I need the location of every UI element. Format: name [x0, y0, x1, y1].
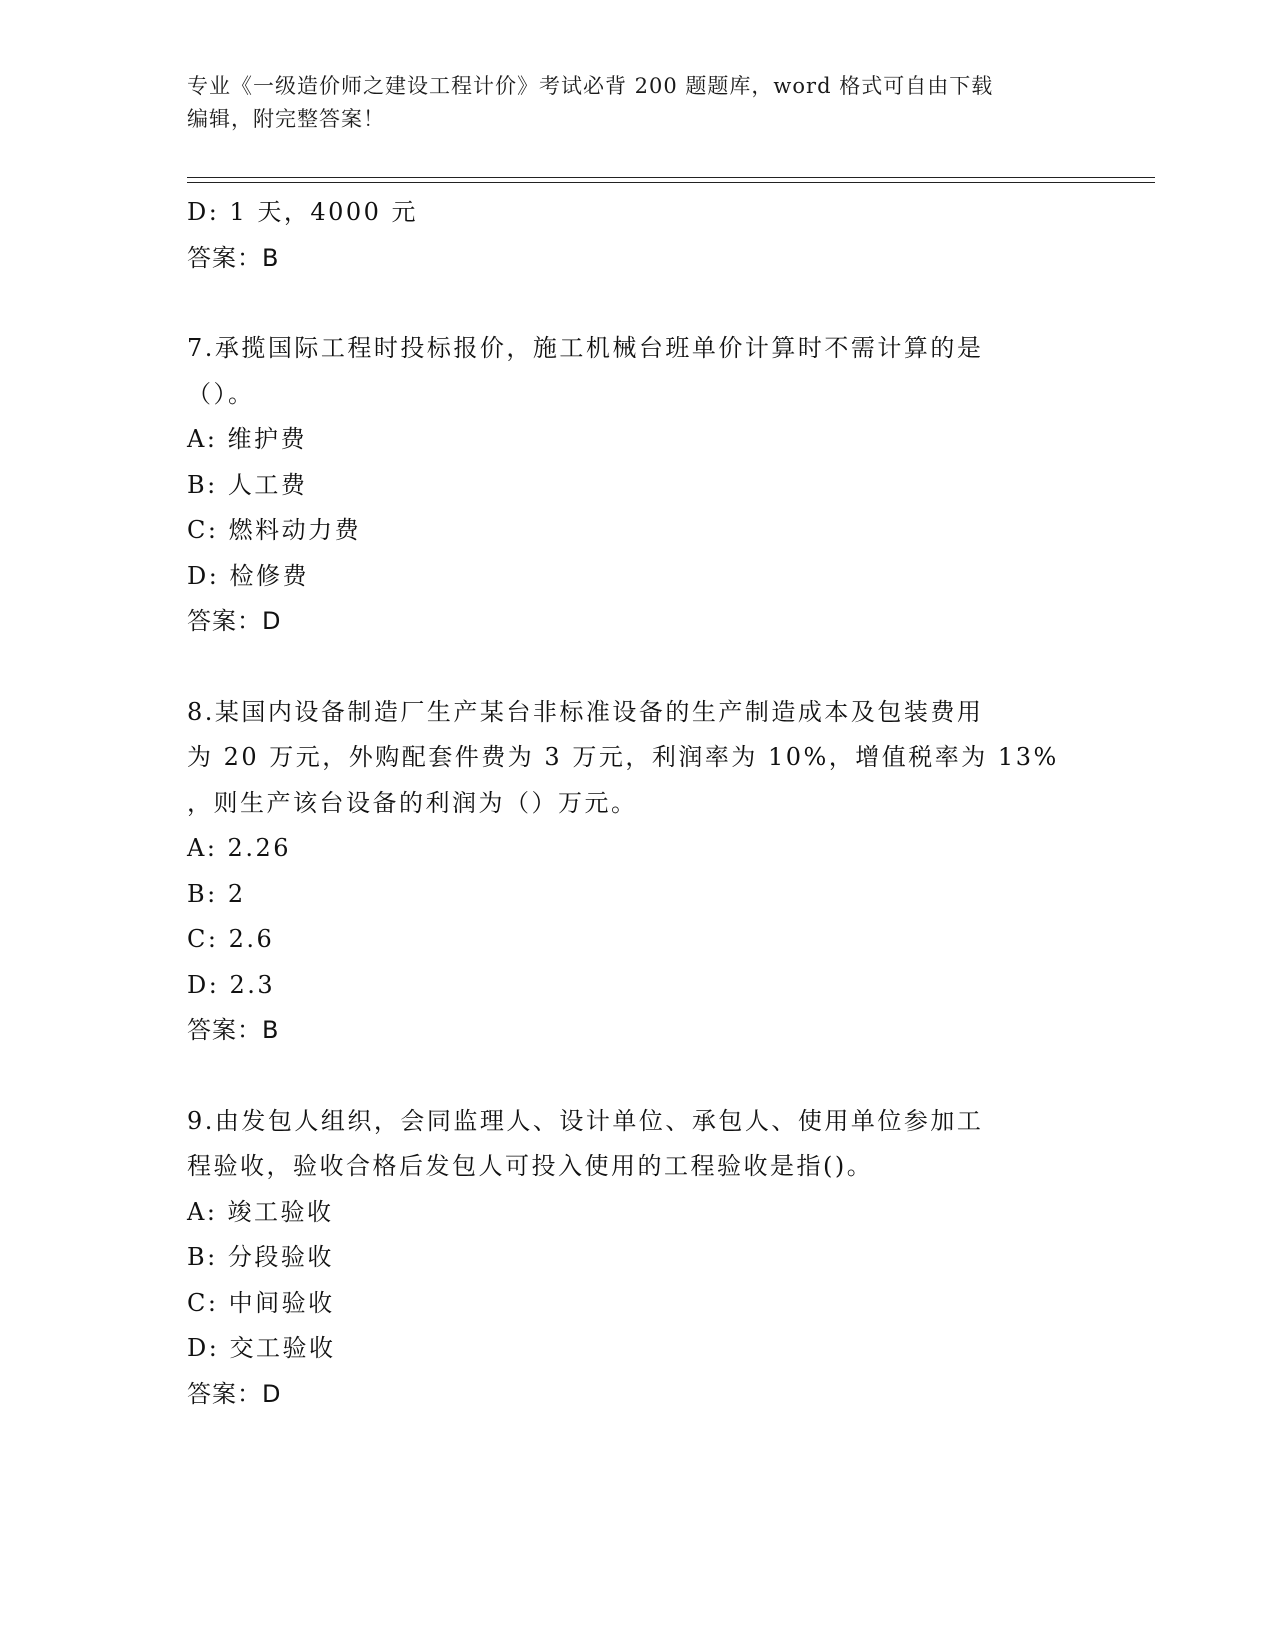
option-b: B: 2 — [187, 879, 246, 908]
option-d: D: 1 天，4000 元 — [187, 198, 419, 226]
answer-text: 答案：D — [187, 607, 282, 635]
question-7 — [187, 326, 1067, 645]
question-text-line: 9.由发包人组织，会同监理人、设计单位、承包人、使用单位参加工 — [187, 1106, 984, 1135]
question-text-line: 为 20 万元，外购配套件费为 3 万元，利润率为 10%，增值税率为 13% — [187, 743, 1059, 771]
question-text-line: 7.承揽国际工程时投标报价，施工机械台班单价计算时不需计算的是 — [187, 334, 984, 362]
option-d: D: 检修费 — [187, 561, 309, 590]
answer-text: 答案：D — [187, 1379, 282, 1408]
option-a: A: 2.26 — [187, 834, 291, 862]
header-divider-bottom — [187, 182, 1155, 183]
question-text-line: ，则生产该台设备的利润为（）万元。 — [187, 788, 638, 817]
question-text-line: 8.某国内设备制造厂生产某台非标准设备的生产制造成本及包装费用 — [187, 697, 984, 726]
document-body — [187, 190, 1067, 1417]
option-a: A: 竣工验收 — [187, 1197, 334, 1226]
option-c: C: 燃料动力费 — [187, 516, 362, 544]
option-b: B: 分段验收 — [187, 1243, 334, 1271]
option-a: A: 维护费 — [187, 425, 308, 453]
option-d: D: 2.3 — [187, 970, 276, 999]
previous-question-tail — [187, 190, 1067, 281]
option-b: B: 人工费 — [187, 470, 308, 499]
question-text-line: （）。 — [187, 379, 255, 408]
header-divider-top — [187, 177, 1155, 178]
option-d: D: 交工验收 — [187, 1334, 336, 1362]
answer-text: 答案：B — [187, 243, 280, 272]
header-line-1: 专业《一级造价师之建设工程计价》考试必背 200 题题库，word 格式可自由下载 — [187, 74, 994, 98]
page-header — [187, 70, 1067, 136]
option-c: C: 中间验收 — [187, 1288, 335, 1317]
answer-text: 答案：B — [187, 1016, 280, 1044]
question-text-line: 程验收，验收合格后发包人可投入使用的工程验收是指()。 — [187, 1152, 874, 1180]
question-8 — [187, 690, 1067, 1054]
header-line-2: 编辑，附完整答案！ — [187, 107, 385, 131]
option-c: C: 2.6 — [187, 925, 275, 953]
question-9 — [187, 1099, 1067, 1418]
